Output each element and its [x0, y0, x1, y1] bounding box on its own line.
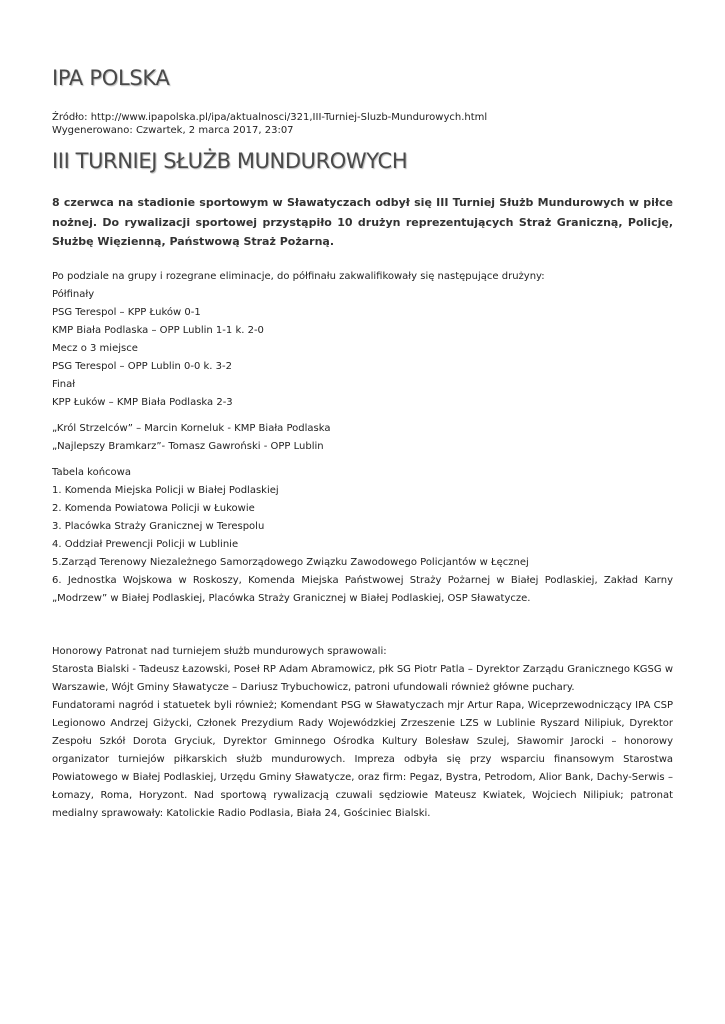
awards-section: [52, 420, 673, 456]
award-best-goalkeeper: „Najlepszy Bramkarz”- Tomasz Gawroński - OPP Lublin: [52, 440, 324, 452]
generated-line: Wygenerowano: Czwartek, 2 marca 2017, 23:07: [52, 125, 294, 136]
final-match: KPP Łuków – KMP Biała Podlaska 2-3: [52, 396, 233, 408]
section-spacer: [52, 616, 673, 643]
standings-place-5: 5.Zarząd Terenowy Niezależnego Samorządowego Związku Zawodowego Policjantów w Łęcznej: [52, 556, 529, 568]
semifinal-heading: Półfinały: [52, 288, 95, 300]
document-meta: [52, 111, 673, 137]
source-line: Źródło: http://www.ipapolska.pl/ipa/aktualnosci/321,III-Turniej-Sluzb-Mundurowych.html: [52, 112, 488, 123]
document-page: [52, 64, 673, 823]
site-title: IPA POLSKA: [52, 66, 170, 90]
third-place-match: PSG Terespol – OPP Lublin 0-0 k. 3-2: [52, 360, 232, 372]
patronage-founders: Fundatorami nagród i statuetek byli również; Komendant PSG w Sławatyczach mjr Artur Rapa, Wiceprzewodniczący IPA CSP Legionowo Andrzej Giżycki, Członek Prezydium Rady Wojewódzkiej Zrzeszenie LZS w Lublinie Ryszard Nilipiuk, Dyrektor Zespołu Szkół Dorota Gryciuk, Dyrektor Gminnego Ośrodka Kultury Bolesław Szulej, Sławomir Jarocki – honorowy organizator turniejów piłkarskich służb mundurowych. Impreza odbyła się przy wsparciu finansowym Starostwa Powiatowego w Białej Podlaskiej, Urzędu Gminy Sławatycze, oraz firm: Pegaz, Bystra, Petrodom, Alior Bank, Dachy-Serwis – Łomazy, Roma, Horyzont. Nad sportową rywalizacją czuwali sędziowie Mateusz Kwiatek, Wojciech Nilipiuk; patronat medialny sprawowały: Katolickie Radio Podlasia, Biała 24, Gościniec Bialski.: [52, 699, 673, 819]
award-top-scorer: „Król Strzelców” – Marcin Korneluk - KMP Biała Podlaska: [52, 422, 331, 434]
standings-place-2: 2. Komenda Powiatowa Policji w Łukowie: [52, 502, 255, 514]
standings-section: [52, 464, 673, 608]
patronage-section: [52, 643, 673, 823]
patronage-heading: Honorowy Patronat nad turniejem służb mundurowych sprawowali:: [52, 645, 387, 657]
semifinal-match-2: KMP Biała Podlaska – OPP Lublin 1-1 k. 2-0: [52, 324, 264, 336]
article-lead: 8 czerwca na stadionie sportowym w Sławatyczach odbył się III Turniej Służb Mundurowych w piłce nożnej. Do rywalizacji sportowej przystąpiło 10 drużyn reprezentujących Straż Graniczną, Policję, Służbę Więzienną, Państwową Straż Pożarną.: [52, 196, 673, 248]
patronage-patrons: Starosta Bialski - Tadeusz Łazowski, Poseł RP Adam Abramowicz, płk SG Piotr Patla – Dyrektor Zarządu Granicznego KGSG w Warszawie, Wójt Gminy Sławatycze – Dariusz Trybuchowicz, patroni ufundowali również główne puchary.: [52, 663, 673, 693]
standings-place-4: 4. Oddział Prewencji Policji w Lublinie: [52, 538, 239, 550]
standings-place-6: 6. Jednostka Wojskowa w Roskoszy, Komenda Miejska Państwowej Straży Pożarnej w Białej Podlaskiej, Zakład Karny „Modrzew” w Białej Podlaskiej, Placówka Straży Granicznej w Białej Podlaskiej, OSP Sławatycze.: [52, 574, 673, 604]
standings-place-1: 1. Komenda Miejska Policji w Białej Podlaskiej: [52, 484, 279, 496]
results-intro: Po podziale na grupy i rozegrane eliminacje, do półfinału zakwalifikowały się następujące drużyny:: [52, 270, 545, 282]
standings-place-3: 3. Placówka Straży Granicznej w Terespolu: [52, 520, 265, 532]
third-place-heading: Mecz o 3 miejsce: [52, 342, 138, 354]
final-heading: Finał: [52, 378, 76, 390]
standings-heading: Tabela końcowa: [52, 466, 131, 478]
results-section: [52, 268, 673, 412]
semifinal-match-1: PSG Terespol – KPP Łuków 0-1: [52, 306, 201, 318]
article-title: III TURNIEJ SŁUŻB MUNDUROWYCH: [52, 149, 408, 173]
